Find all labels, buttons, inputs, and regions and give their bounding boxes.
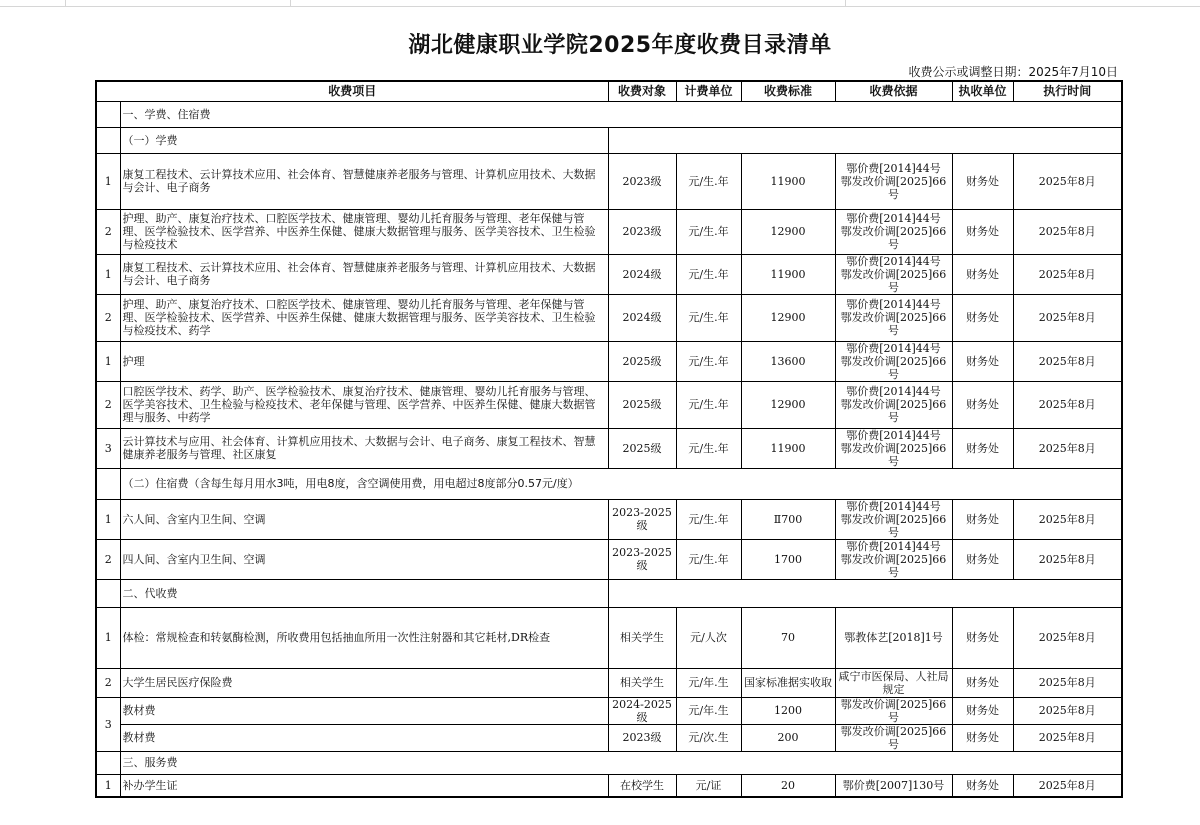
fee-basis: 鄂发改价调[2025]66号: [835, 697, 952, 724]
fee-target: 2025级: [608, 341, 676, 381]
fee-time: 2025年8月: [1013, 209, 1122, 254]
fee-item: 康复工程技术、云计算技术应用、社会体育、智慧健康养老服务与管理、计算机应用技术、大数据与会计、电子商务: [120, 254, 608, 294]
fee-unit: 元/证: [676, 774, 741, 797]
fee-standard: 13600: [741, 341, 835, 381]
fee-collector: 财务处: [952, 153, 1013, 209]
table-row: [96, 774, 1122, 797]
fee-target: 2025级: [608, 381, 676, 428]
table-row: [96, 697, 1122, 724]
fee-collector: 财务处: [952, 209, 1013, 254]
fee-standard: 20: [741, 774, 835, 797]
fee-collector: 财务处: [952, 499, 1013, 539]
fee-unit: 元/生.年: [676, 428, 741, 468]
fee-item: 教材费: [120, 697, 608, 724]
fee-basis: 鄂价费[2014]44号 鄂发改价调[2025]66号: [835, 381, 952, 428]
fee-standard: 200: [741, 724, 835, 751]
fee-target: 相关学生: [608, 607, 676, 668]
fee-basis: 鄂教体艺[2018]1号: [835, 607, 952, 668]
fee-collector: 财务处: [952, 774, 1013, 797]
fee-unit: 元/生.年: [676, 209, 741, 254]
fee-standard: 12900: [741, 294, 835, 341]
fee-standard: 12900: [741, 381, 835, 428]
section-title: 一、学费、住宿费: [120, 101, 1122, 127]
fee-item: 云计算技术与应用、社会体育、计算机应用技术、大数据与会计、电子商务、康复工程技术、智慧健康养老服务与管理、社区康复: [120, 428, 608, 468]
row-number: 2: [96, 209, 120, 254]
fee-time: 2025年8月: [1013, 668, 1122, 697]
fee-item: 补办学生证: [120, 774, 608, 797]
fee-time: 2025年8月: [1013, 724, 1122, 751]
fee-target: 2023级: [608, 153, 676, 209]
fee-target: 2023级: [608, 724, 676, 751]
row-number: 2: [96, 539, 120, 579]
fee-time: 2025年8月: [1013, 428, 1122, 468]
fee-standard: 1700: [741, 539, 835, 579]
subsection-row: [96, 468, 1122, 499]
fee-item: 大学生居民医疗保险费: [120, 668, 608, 697]
row-number: 1: [96, 774, 120, 797]
header-row: [96, 81, 1122, 101]
fee-item: 六人间、含室内卫生间、空调: [120, 499, 608, 539]
fee-item: 康复工程技术、云计算技术应用、社会体育、智慧健康养老服务与管理、计算机应用技术、大数据与会计、电子商务: [120, 153, 608, 209]
fee-collector: 财务处: [952, 294, 1013, 341]
fee-target: 2024-2025级: [608, 697, 676, 724]
row-number: 3: [96, 428, 120, 468]
announcement-date: 收费公示或调整日期：2025年7月10日: [908, 65, 1118, 79]
fee-collector: 财务处: [952, 697, 1013, 724]
fee-standard: 70: [741, 607, 835, 668]
header-collector: 执收单位: [952, 81, 1013, 101]
fee-basis: 鄂发改价调[2025]66号: [835, 724, 952, 751]
row-number: 3: [96, 697, 120, 751]
fee-basis: 鄂价费[2014]44号 鄂发改价调[2025]66号: [835, 153, 952, 209]
table-row: [96, 294, 1122, 341]
row-number: 2: [96, 668, 120, 697]
fee-unit: 元/次.生: [676, 724, 741, 751]
row-number: 1: [96, 254, 120, 294]
fee-time: 2025年8月: [1013, 341, 1122, 381]
header-target: 收费对象: [608, 81, 676, 101]
fee-item: 护理、助产、康复治疗技术、口腔医学技术、健康管理、婴幼儿托育服务与管理、老年保健与管理、医学检验技术、医学营养、中医养生保健、健康大数据管理与服务、医学美容技术、卫生检验与检疫技术、药学: [120, 294, 608, 341]
table-row: [96, 209, 1122, 254]
row-number: 2: [96, 294, 120, 341]
section-row: [96, 101, 1122, 127]
fee-item: 口腔医学技术、药学、助产、医学检验技术、康复治疗技术、健康管理、婴幼儿托育服务与管理、医学美容技术、卫生检验与检疫技术、老年保健与管理、医学营养、中医养生保健、健康大数据管理与服务、中药学: [120, 381, 608, 428]
fee-table: [95, 80, 1123, 798]
fee-collector: 财务处: [952, 254, 1013, 294]
fee-standard: 11900: [741, 254, 835, 294]
fee-time: 2025年8月: [1013, 381, 1122, 428]
header-item: 收费项目: [96, 81, 608, 101]
section-row: [96, 579, 1122, 607]
fee-target: 2023-2025级: [608, 539, 676, 579]
fee-collector: 财务处: [952, 668, 1013, 697]
fee-basis: 鄂价费[2014]44号 鄂发改价调[2025]66号: [835, 428, 952, 468]
table-row: [96, 153, 1122, 209]
row-number: 1: [96, 153, 120, 209]
table-row: [96, 724, 1122, 751]
fee-basis: 鄂价费[2014]44号 鄂发改价调[2025]66号: [835, 539, 952, 579]
fee-unit: 元/生.年: [676, 499, 741, 539]
fee-collector: 财务处: [952, 724, 1013, 751]
table-row: [96, 668, 1122, 697]
fee-standard: 12900: [741, 209, 835, 254]
fee-collector: 财务处: [952, 539, 1013, 579]
table-row: [96, 254, 1122, 294]
fee-item: 护理、助产、康复治疗技术、口腔医学技术、健康管理、婴幼儿托育服务与管理、老年保健与管理、医学检验技术、医学营养、中医养生保健、健康大数据管理与服务、医学美容技术、卫生检验与检疫技术: [120, 209, 608, 254]
fee-unit: 元/生.年: [676, 294, 741, 341]
fee-basis: 鄂价费[2007]130号: [835, 774, 952, 797]
subsection-title: （一）学费: [120, 127, 608, 153]
section-row: [96, 751, 1122, 774]
fee-collector: 财务处: [952, 381, 1013, 428]
fee-standard: 11900: [741, 428, 835, 468]
header-standard: 收费标准: [741, 81, 835, 101]
fee-unit: 元/生.年: [676, 341, 741, 381]
fee-basis: 鄂价费[2014]44号 鄂发改价调[2025]66号: [835, 341, 952, 381]
fee-collector: 财务处: [952, 428, 1013, 468]
fee-target: 相关学生: [608, 668, 676, 697]
fee-target: 在校学生: [608, 774, 676, 797]
fee-target: 2023-2025级: [608, 499, 676, 539]
fee-item: 护理: [120, 341, 608, 381]
fee-target: 2024级: [608, 254, 676, 294]
subsection-title: （二）住宿费（含每生每月用水3吨，用电8度，含空调使用费，用电超过8度部分0.57元/度）: [120, 468, 1122, 499]
table-row: [96, 607, 1122, 668]
row-number: 1: [96, 341, 120, 381]
fee-target: 2023级: [608, 209, 676, 254]
fee-standard: 11900: [741, 153, 835, 209]
header-unit: 计费单位: [676, 81, 741, 101]
fee-item: 体检：常规检查和转氨酶检测，所收费用包括抽血所用一次性注射器和其它耗材,DR检查: [120, 607, 608, 668]
fee-unit: 元/年.生: [676, 697, 741, 724]
table-row: [96, 428, 1122, 468]
page-title: 湖北健康职业学院2025年度收费目录清单: [408, 33, 832, 58]
fee-item: 四人间、含室内卫生间、空调: [120, 539, 608, 579]
fee-time: 2025年8月: [1013, 499, 1122, 539]
row-number: 1: [96, 607, 120, 668]
header-basis: 收费依据: [835, 81, 952, 101]
row-number: 1: [96, 499, 120, 539]
table-row: [96, 539, 1122, 579]
fee-time: 2025年8月: [1013, 294, 1122, 341]
toolbar-strip: [0, 0, 1200, 7]
fee-basis: 鄂价费[2014]44号 鄂发改价调[2025]66号: [835, 209, 952, 254]
fee-unit: 元/人次: [676, 607, 741, 668]
fee-target: 2024级: [608, 294, 676, 341]
section-title: 三、服务费: [120, 751, 1122, 774]
fee-basis: 鄂价费[2014]44号 鄂发改价调[2025]66号: [835, 499, 952, 539]
row-number: 2: [96, 381, 120, 428]
fee-time: 2025年8月: [1013, 697, 1122, 724]
fee-basis: 咸宁市医保局、人社局规定: [835, 668, 952, 697]
fee-basis: 鄂价费[2014]44号 鄂发改价调[2025]66号: [835, 254, 952, 294]
fee-basis: 鄂价费[2014]44号 鄂发改价调[2025]66号: [835, 294, 952, 341]
fee-standard: 国家标准据实收取: [741, 668, 835, 697]
header-time: 执行时间: [1013, 81, 1122, 101]
fee-target: 2025级: [608, 428, 676, 468]
fee-time: 2025年8月: [1013, 153, 1122, 209]
fee-unit: 元/生.年: [676, 153, 741, 209]
fee-time: 2025年8月: [1013, 254, 1122, 294]
fee-collector: 财务处: [952, 607, 1013, 668]
fee-time: 2025年8月: [1013, 607, 1122, 668]
fee-standard: Ⅱ700: [741, 499, 835, 539]
fee-unit: 元/年.生: [676, 668, 741, 697]
subsection-row: [96, 127, 1122, 153]
fee-unit: 元/生.年: [676, 254, 741, 294]
fee-time: 2025年8月: [1013, 774, 1122, 797]
table-row: [96, 499, 1122, 539]
fee-time: 2025年8月: [1013, 539, 1122, 579]
table-row: [96, 381, 1122, 428]
fee-collector: 财务处: [952, 341, 1013, 381]
fee-unit: 元/生.年: [676, 381, 741, 428]
fee-standard: 1200: [741, 697, 835, 724]
section-title: 二、代收费: [120, 579, 608, 607]
fee-item: 教材费: [120, 724, 608, 751]
table-row: [96, 341, 1122, 381]
fee-unit: 元/生.年: [676, 539, 741, 579]
